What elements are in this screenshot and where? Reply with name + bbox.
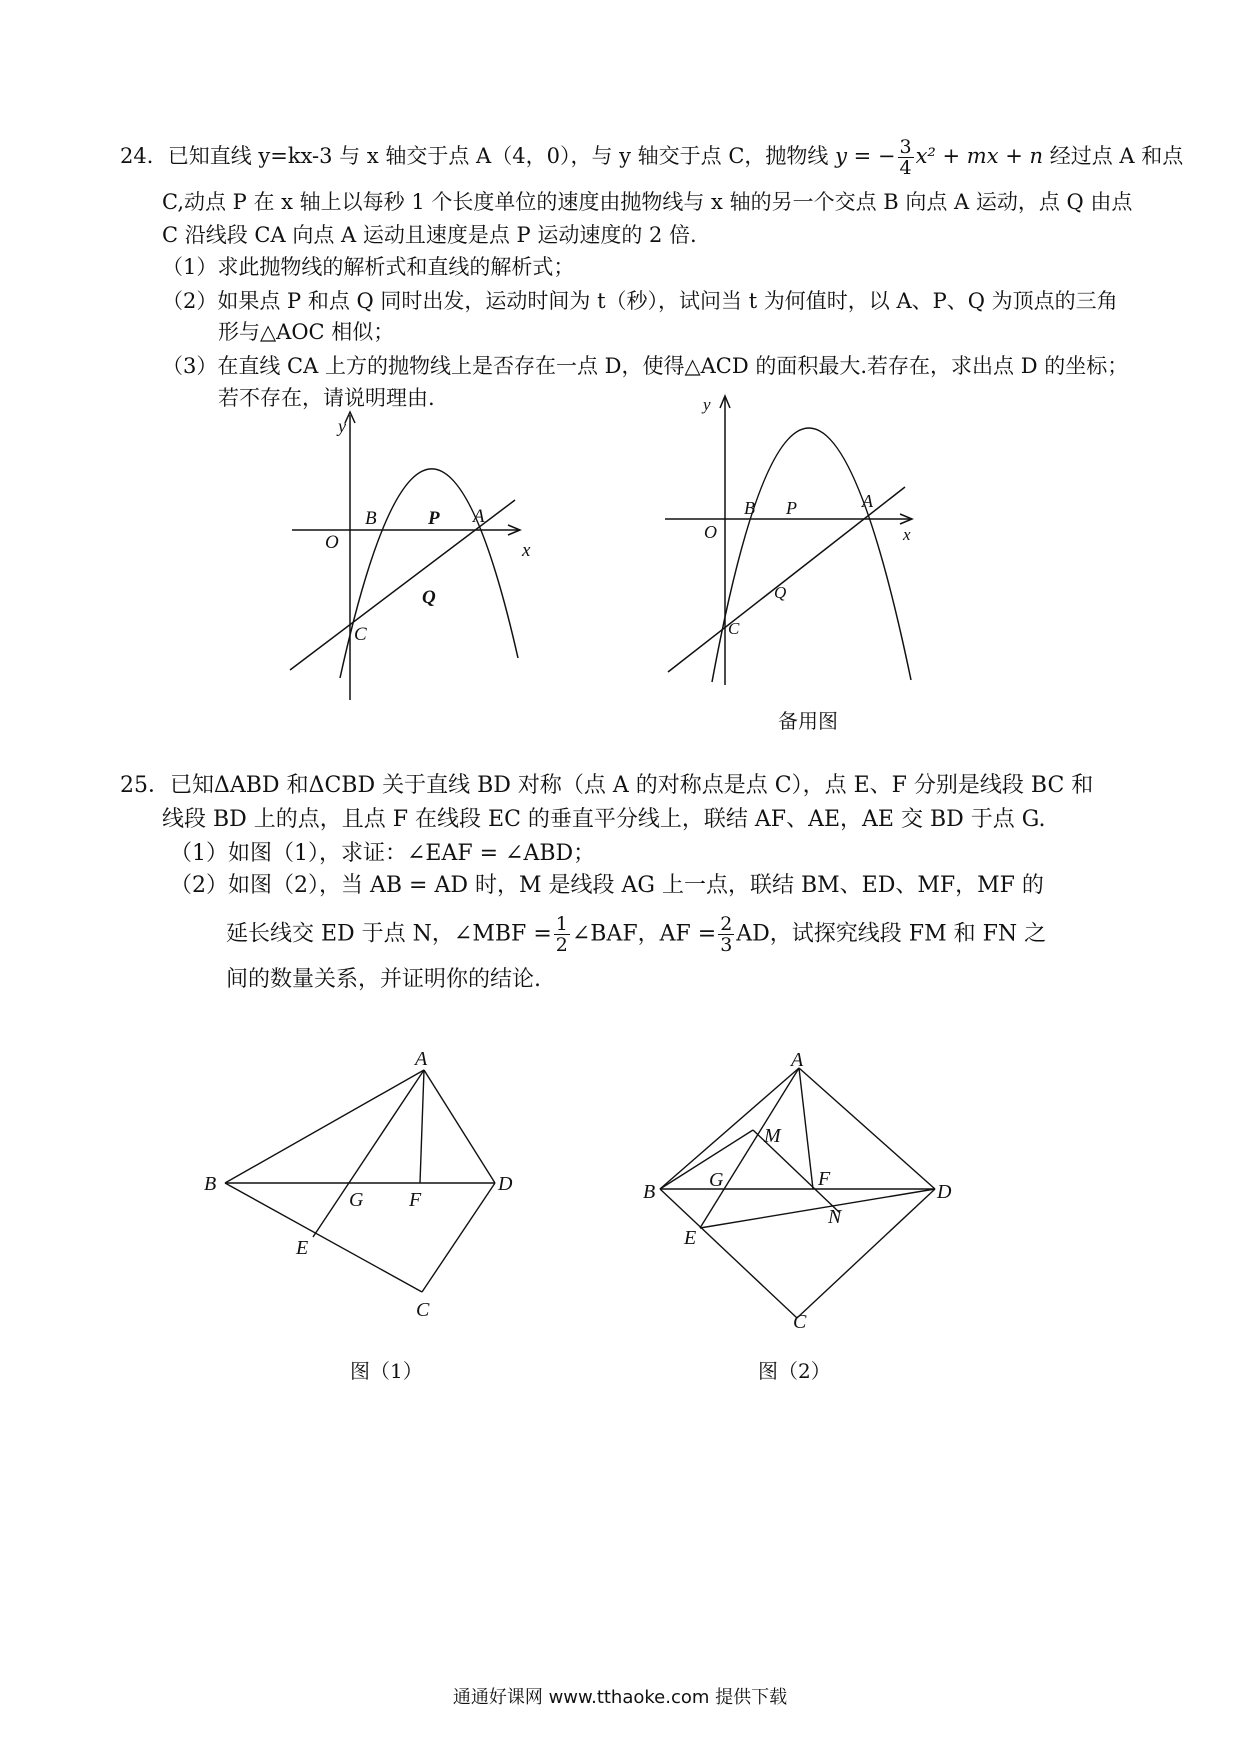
p25-q2b-post: AD，试探究线段 FM 和 FN 之 <box>736 921 1047 947</box>
fig24-label-c: C <box>354 624 367 645</box>
fig24b-label-c: C <box>728 619 740 638</box>
p25-q2b-frac1 <box>554 914 570 955</box>
fig24-label-a: A <box>473 506 485 527</box>
p25-q2b-frac1-num: 1 <box>555 913 568 935</box>
p25-q2b-frac2-num: 2 <box>720 913 733 935</box>
fig24b-label-b: B <box>744 498 755 518</box>
fig25b-label-c: C <box>793 1311 807 1333</box>
p24-figure-backup <box>650 388 930 688</box>
p24-q2a: （2）如果点 P 和点 Q 同时出发，运动时间为 t（秒），试问当 t 为何值时，以 A、P、Q 为顶点的三角 <box>162 289 1118 313</box>
p25-caption-1: 图（1） <box>350 1359 423 1383</box>
fig24b-label-p: P <box>786 498 797 518</box>
fig25b-label-m: M <box>764 1125 781 1147</box>
p24-formula-den: 4 <box>899 157 912 179</box>
fig24b-label-x: x <box>903 525 911 544</box>
fig24-label-y: y <box>338 416 346 436</box>
p24-line1 <box>120 137 1183 178</box>
p25-figure-1 <box>200 1040 520 1320</box>
fig24-label-b: B <box>365 508 377 529</box>
fig25a-label-g: G <box>349 1189 364 1211</box>
p24-backup-caption: 备用图 <box>778 709 838 733</box>
p25-line2: 线段 BD 上的点，且点 F 在线段 EC 的垂直平分线上，联结 AF、AE，AE 交 BD 于点 G. <box>162 807 1046 832</box>
p25-q2b-frac2 <box>718 914 734 955</box>
p25-line1: 25．已知ΔABD 和ΔCBD 关于直线 BD 对称（点 A 的对称点是点 C），点 E、F 分别是线段 BC 和 <box>120 773 1094 798</box>
p24-formula-num: 3 <box>899 136 912 158</box>
p25-q1: （1）如图（1），求证：∠EAF = ∠ABD； <box>170 841 596 866</box>
p24-line1-post: 经过点 A 和点 <box>1049 144 1184 168</box>
p24-q1: （1）求此抛物线的解析式和直线的解析式； <box>162 255 575 279</box>
p24-formula-frac <box>898 137 914 178</box>
fig25b-label-n: N <box>828 1206 842 1228</box>
fig25b-label-f: F <box>818 1168 831 1190</box>
p24-formula-rhs: x² + mx + n <box>915 144 1044 168</box>
page-footer: 通通好课网 www.tthaoke.com 提供下载 <box>452 1687 788 1708</box>
p24-figure-main <box>280 405 540 705</box>
p24-formula-lhs: y = − <box>835 144 896 168</box>
fig25a-label-f: F <box>409 1189 422 1211</box>
p25-figure-2 <box>640 1040 970 1333</box>
fig24-label-x: x <box>522 540 531 561</box>
p25-q2b-frac2-den: 3 <box>720 934 733 956</box>
p24-q3a: （3）在直线 CA 上方的抛物线上是否存在一点 D，使得△ACD 的面积最大.若存在，求出点 D 的坐标； <box>162 354 1129 378</box>
fig25b-label-b: B <box>643 1181 656 1203</box>
p25-caption-2: 图（2） <box>758 1359 831 1383</box>
fig25a-label-b: B <box>204 1173 217 1195</box>
p24-q3b: 若不存在，请说明理由. <box>218 386 435 410</box>
fig24b-label-o: O <box>704 522 717 542</box>
fig24b-label-y: y <box>703 395 711 414</box>
p25-q2b-frac1-den: 2 <box>555 934 568 956</box>
fig24-label-q: Q <box>422 587 436 608</box>
p24-line1-pre: 24．已知直线 y=kx-3 与 x 轴交于点 A（4，0），与 y 轴交于点 C，抛物线 <box>120 144 829 168</box>
p25-q2b-mid: ∠BAF，AF = <box>571 921 717 947</box>
fig25b-label-e: E <box>684 1227 697 1249</box>
fig25b-label-g: G <box>709 1169 724 1191</box>
fig24b-label-a: A <box>862 491 873 511</box>
fig25a-label-e: E <box>296 1237 309 1259</box>
fig25a-label-c: C <box>416 1299 430 1321</box>
p24-line3: C 沿线段 CA 向点 A 运动且速度是点 P 运动速度的 2 倍. <box>162 223 697 247</box>
fig25a-label-a: A <box>415 1048 428 1070</box>
fig24-label-p: P <box>428 508 440 529</box>
p25-q2b <box>226 914 1046 955</box>
fig24b-label-q: Q <box>774 583 787 602</box>
p25-q2a: （2）如图（2），当 AB = AD 时，M 是线段 AG 上一点，联结 BM、ED、MF，MF 的 <box>170 873 1044 898</box>
p25-q2b-pre: 延长线交 ED 于点 N，∠MBF = <box>226 921 552 947</box>
fig25a-label-d: D <box>498 1173 513 1195</box>
fig25b-label-a: A <box>791 1049 804 1071</box>
fig24-label-o: O <box>325 532 339 553</box>
p24-q2b: 形与△AOC 相似； <box>218 320 395 344</box>
p25-q2c: 间的数量关系，并证明你的结论. <box>226 967 541 992</box>
fig25b-label-d: D <box>937 1181 952 1203</box>
p24-line2: C,动点 P 在 x 轴上以每秒 1 个长度单位的速度由抛物线与 x 轴的另一个交点 B 向点 A 运动，点 Q 由点 <box>162 190 1133 214</box>
